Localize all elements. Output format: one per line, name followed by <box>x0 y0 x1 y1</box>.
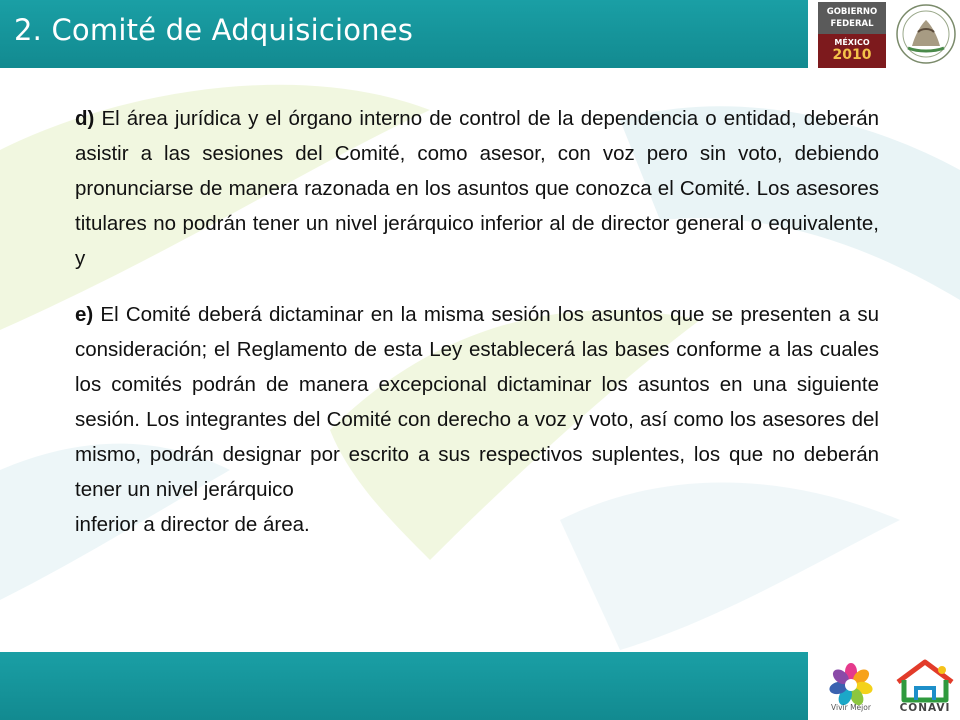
gobierno-federal-logo <box>818 2 886 68</box>
vivir-mejor-label: Vivir Mejor <box>831 703 871 712</box>
logo-line-3: MÉXICO <box>834 38 870 47</box>
national-seal-icon <box>894 2 958 66</box>
paragraph-e-text: El Comité deberá dictaminar en la misma sesión los asuntos que se presenten a su consideración; el Reglamento de esta Ley establecerá las bases conforme a las cuales los comités podrán de manera excepcional dictaminar los asuntos en una siguiente sesión. Los integrantes del Comité con derecho a voz y voto, así como los asesores del mismo, podrán designar por escrito a sus respectivos suplentes, los que no deberán tener un nivel jerárquico <box>75 303 879 501</box>
paragraph-d <box>75 101 879 276</box>
paragraph-e-last-line: inferior a director de área. <box>75 513 310 536</box>
logo-line-1: GOBIERNO <box>826 7 878 17</box>
content-area <box>75 101 879 542</box>
logo-line-2: FEDERAL <box>830 19 874 29</box>
page-title: 2. Comité de Adquisiciones <box>14 13 414 47</box>
paragraph-d-text: El área jurídica y el órgano interno de control de la dependencia o entidad, deberán asistir a las sesiones del Comité, como asesor, con voz pero sin voto, debiendo pronunciarse de manera razonada en los asuntos que conozca el Comité. Los asesores titulares no podrán tener un nivel jerárquico inferior al de director general o equivalente, y <box>75 107 879 270</box>
paragraph-e-label: e) <box>75 303 94 326</box>
logo-line-4: 2010 <box>832 47 872 63</box>
title-bar <box>0 0 808 68</box>
paragraph-d-label: d) <box>75 107 95 130</box>
paragraph-e <box>75 297 879 507</box>
footer-bar <box>0 652 808 720</box>
conavi-house-logo-icon <box>892 658 958 708</box>
conavi-label: CONAVI <box>899 702 951 714</box>
